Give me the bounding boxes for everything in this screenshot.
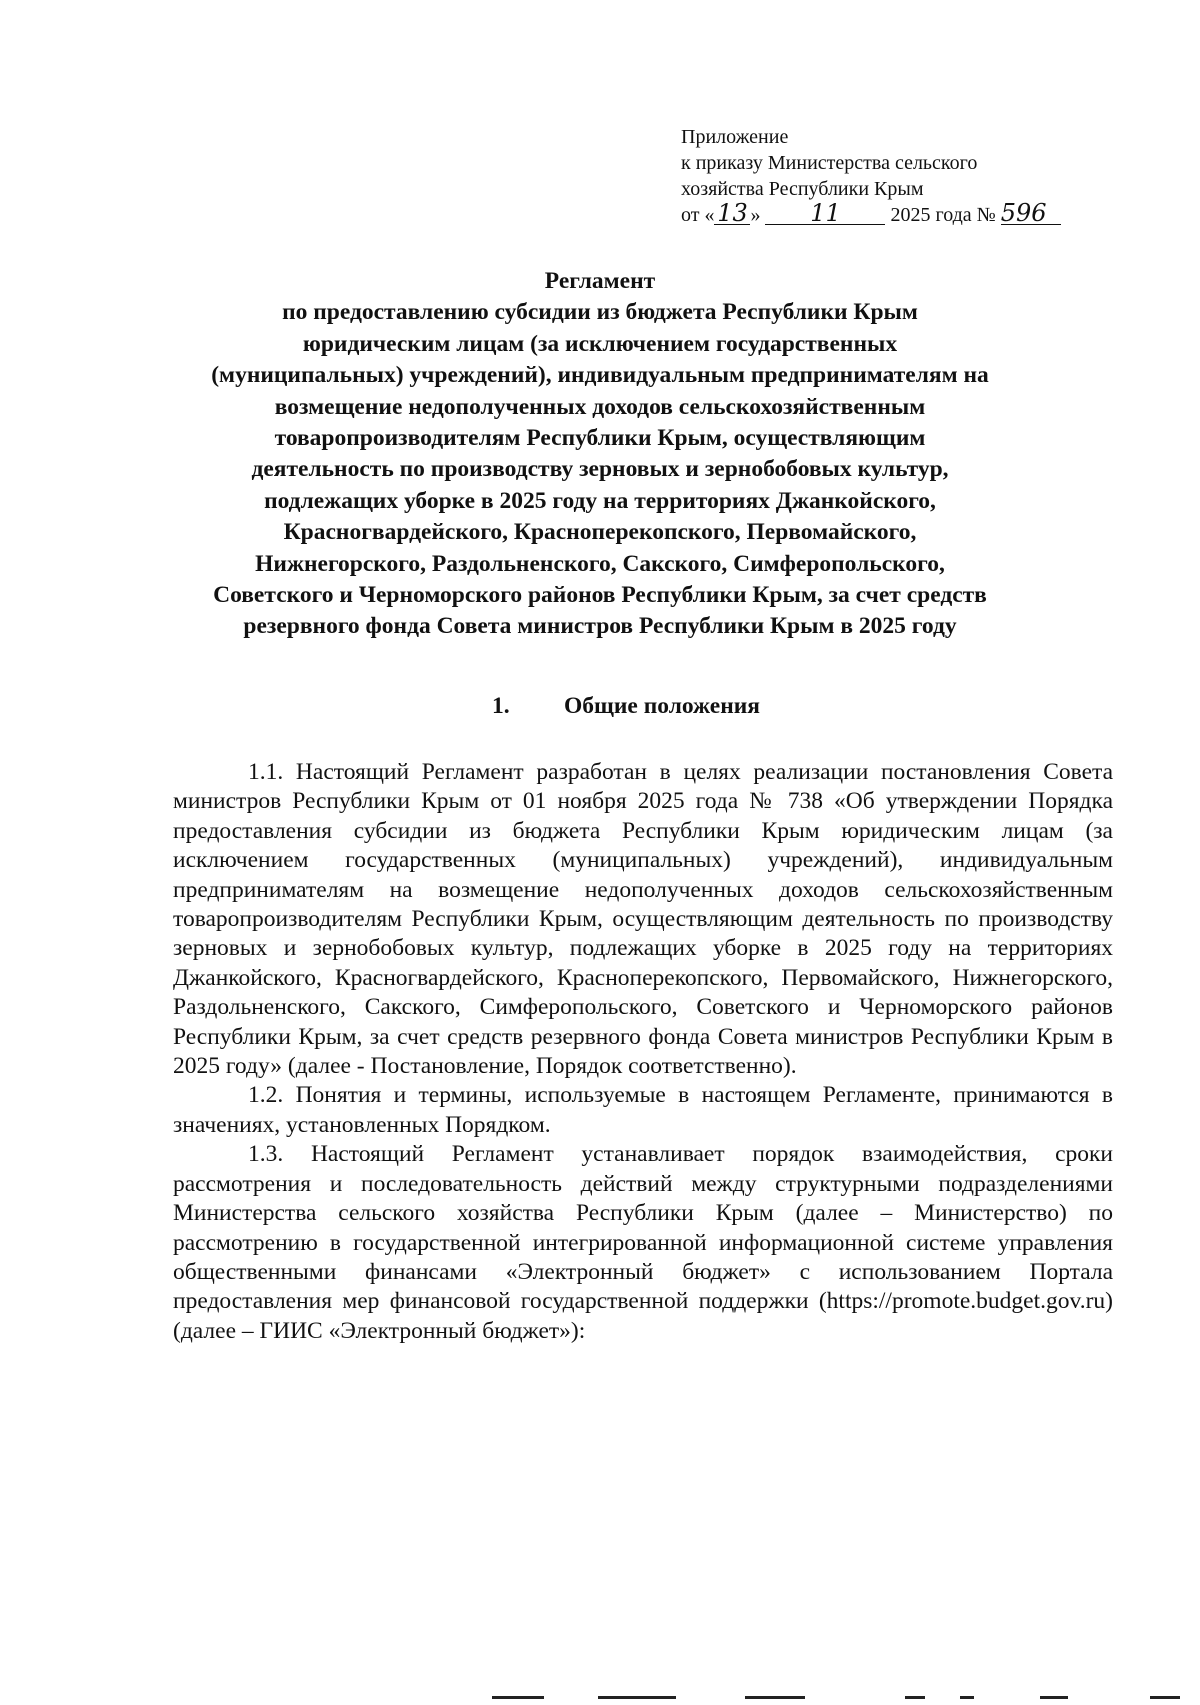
paragraph-1-1: 1.1. Настоящий Регламент разработан в целях реализации постановления Совета министров Республики Крым от 01 ноября 2025 года № 738 «Об утверждении Порядка предоставления субсидии из бюджета Республики Крым юридическим лицам (за исключением государственных (муниципальных) учреждений), индивидуальным предпринимателям на возмещение недополученных доходов сельскохозяйственным товаропроизводителям Республики Крым, осуществляющим деятельность по производству зерновых и зернобобовых культур, подлежащих уборке в 2025 году на территориях Джанкойского, Красногвардейского, Красноперекопского, Первомайского, Нижнегорского, Раздольненского, Сакского, Симферопольского, Советского и Черноморского районов Республики Крым, за счет средств резервного фонда Совета министров Республики Крым в 2025 году» (далее - Постановление, Порядок соответственно). bbox=[173, 759, 1113, 1080]
title-line: Советского и Черноморского районов Республики Крым, за счет средств bbox=[213, 582, 987, 609]
title-line: Красногвардейского, Красноперекопского, Первомайского, bbox=[283, 519, 917, 546]
title-line: деятельность по производству зерновых и зернобобовых культур, bbox=[251, 456, 949, 483]
scan-edge-marks bbox=[0, 1690, 1200, 1705]
appendix-ministry: хозяйства Республики Крым bbox=[681, 178, 924, 200]
title-line: (муниципальных) учреждений), индивидуальным предпринимателям на bbox=[211, 362, 989, 389]
document-title bbox=[150, 266, 1050, 643]
date-day-close: » bbox=[750, 204, 761, 226]
appendix-block bbox=[681, 124, 1061, 228]
paragraph-1-3: 1.3. Настоящий Регламент устанавливает порядок взаимодействия, сроки рассмотрения и последовательность действий между структурными подразделениями Министерства сельского хозяйства Республики Крым (далее – Министерство) по рассмотрению в государственной интегрированной информационной системе управления общественными финансами «Электронный бюджет» с использованием Портала предоставления мер финансовой государственной поддержки (https://promote.budget.gov.ru) (далее – ГИИС «Электронный бюджет»): bbox=[173, 1141, 1113, 1344]
title-line: товаропроизводителям Республики Крым, осуществляющим bbox=[274, 425, 926, 452]
title-line: резервного фонда Совета министров Республики Крым в 2025 году bbox=[243, 613, 957, 640]
document-body bbox=[173, 758, 1113, 1346]
title-heading: Регламент bbox=[544, 268, 656, 294]
section-title: Общие положения bbox=[564, 693, 760, 719]
date-day: 13 bbox=[714, 202, 750, 225]
appendix-order-ref: к приказу Министерства сельского bbox=[681, 152, 978, 174]
date-month: 11 bbox=[765, 202, 885, 225]
date-prefix: от « bbox=[681, 204, 715, 226]
title-line: подлежащих уборке в 2025 году на территориях Джанкойского, bbox=[264, 487, 936, 514]
title-line: по предоставлению субсидии из бюджета Республики Крым bbox=[282, 299, 918, 326]
section-number: 1. bbox=[492, 693, 510, 719]
paragraph-1-2: 1.2. Понятия и термины, используемые в настоящем Регламенте, принимаются в значениях, установленных Порядком. bbox=[173, 1082, 1113, 1138]
date-year: 2025 года № bbox=[890, 204, 996, 226]
title-line: Нижнегорского, Раздольненского, Сакского, Симферопольского, bbox=[255, 550, 945, 577]
order-number: 596 bbox=[1001, 202, 1061, 225]
appendix-label: Приложение bbox=[681, 126, 789, 148]
title-line: возмещение недополученных доходов сельскохозяйственным bbox=[274, 393, 926, 420]
appendix-date-line bbox=[681, 199, 1061, 228]
title-line: юридическим лицам (за исключением государственных bbox=[302, 330, 898, 357]
